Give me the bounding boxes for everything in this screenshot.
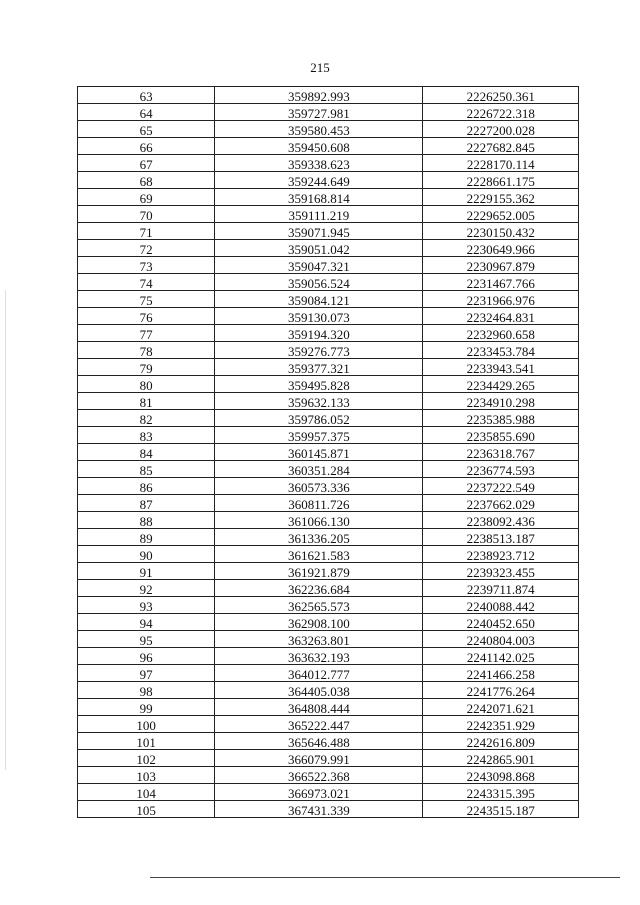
y-coordinate-cell: 2230967.879 bbox=[423, 257, 579, 274]
point-number-cell: 103 bbox=[78, 767, 215, 784]
table-row bbox=[78, 342, 579, 359]
x-coordinate-cell: 359892.993 bbox=[215, 87, 423, 104]
table-row bbox=[78, 665, 579, 682]
x-coordinate-cell: 359071.945 bbox=[215, 223, 423, 240]
x-coordinate-cell: 359047.321 bbox=[215, 257, 423, 274]
y-coordinate-cell: 2234429.265 bbox=[423, 376, 579, 393]
point-number-cell: 91 bbox=[78, 563, 215, 580]
x-coordinate-cell: 361621.583 bbox=[215, 546, 423, 563]
y-coordinate-cell: 2242865.901 bbox=[423, 750, 579, 767]
table-row bbox=[78, 172, 579, 189]
point-number-cell: 104 bbox=[78, 784, 215, 801]
y-coordinate-cell: 2232960.658 bbox=[423, 325, 579, 342]
table-row bbox=[78, 138, 579, 155]
point-number-cell: 83 bbox=[78, 427, 215, 444]
table-row bbox=[78, 495, 579, 512]
y-coordinate-cell: 2243515.187 bbox=[423, 801, 579, 818]
table-row bbox=[78, 716, 579, 733]
table-row bbox=[78, 512, 579, 529]
x-coordinate-cell: 359130.073 bbox=[215, 308, 423, 325]
x-coordinate-cell: 359338.623 bbox=[215, 155, 423, 172]
x-coordinate-cell: 359168.814 bbox=[215, 189, 423, 206]
coordinates-table bbox=[77, 86, 579, 818]
table-row bbox=[78, 750, 579, 767]
x-coordinate-cell: 360811.726 bbox=[215, 495, 423, 512]
point-number-cell: 86 bbox=[78, 478, 215, 495]
point-number-cell: 87 bbox=[78, 495, 215, 512]
x-coordinate-cell: 360145.871 bbox=[215, 444, 423, 461]
y-coordinate-cell: 2233943.541 bbox=[423, 359, 579, 376]
y-coordinate-cell: 2241776.264 bbox=[423, 682, 579, 699]
y-coordinate-cell: 2238513.187 bbox=[423, 529, 579, 546]
x-coordinate-cell: 359111.219 bbox=[215, 206, 423, 223]
point-number-cell: 78 bbox=[78, 342, 215, 359]
table-row bbox=[78, 563, 579, 580]
x-coordinate-cell: 362908.100 bbox=[215, 614, 423, 631]
x-coordinate-cell: 359580.453 bbox=[215, 121, 423, 138]
table-row bbox=[78, 274, 579, 291]
y-coordinate-cell: 2231966.976 bbox=[423, 291, 579, 308]
point-number-cell: 85 bbox=[78, 461, 215, 478]
y-coordinate-cell: 2227200.028 bbox=[423, 121, 579, 138]
point-number-cell: 64 bbox=[78, 104, 215, 121]
x-coordinate-cell: 366973.021 bbox=[215, 784, 423, 801]
x-coordinate-cell: 363263.801 bbox=[215, 631, 423, 648]
y-coordinate-cell: 2236774.593 bbox=[423, 461, 579, 478]
point-number-cell: 88 bbox=[78, 512, 215, 529]
table-row bbox=[78, 478, 579, 495]
y-coordinate-cell: 2243098.868 bbox=[423, 767, 579, 784]
x-coordinate-cell: 361921.879 bbox=[215, 563, 423, 580]
table-row bbox=[78, 461, 579, 478]
point-number-cell: 81 bbox=[78, 393, 215, 410]
table-row bbox=[78, 699, 579, 716]
point-number-cell: 66 bbox=[78, 138, 215, 155]
y-coordinate-cell: 2226722.318 bbox=[423, 104, 579, 121]
table-row bbox=[78, 444, 579, 461]
y-coordinate-cell: 2226250.361 bbox=[423, 87, 579, 104]
point-number-cell: 95 bbox=[78, 631, 215, 648]
table-row bbox=[78, 682, 579, 699]
table-row bbox=[78, 733, 579, 750]
x-coordinate-cell: 364405.038 bbox=[215, 682, 423, 699]
x-coordinate-cell: 365646.488 bbox=[215, 733, 423, 750]
x-coordinate-cell: 362236.684 bbox=[215, 580, 423, 597]
point-number-cell: 70 bbox=[78, 206, 215, 223]
point-number-cell: 100 bbox=[78, 716, 215, 733]
point-number-cell: 67 bbox=[78, 155, 215, 172]
y-coordinate-cell: 2235855.690 bbox=[423, 427, 579, 444]
table-row bbox=[78, 410, 579, 427]
y-coordinate-cell: 2231467.766 bbox=[423, 274, 579, 291]
y-coordinate-cell: 2229652.005 bbox=[423, 206, 579, 223]
y-coordinate-cell: 2236318.767 bbox=[423, 444, 579, 461]
y-coordinate-cell: 2239323.455 bbox=[423, 563, 579, 580]
table-row bbox=[78, 801, 579, 818]
table-row bbox=[78, 614, 579, 631]
point-number-cell: 97 bbox=[78, 665, 215, 682]
point-number-cell: 82 bbox=[78, 410, 215, 427]
table-row bbox=[78, 87, 579, 104]
point-number-cell: 94 bbox=[78, 614, 215, 631]
page-number: 215 bbox=[310, 60, 330, 75]
y-coordinate-cell: 2238923.712 bbox=[423, 546, 579, 563]
x-coordinate-cell: 360573.336 bbox=[215, 478, 423, 495]
table-row bbox=[78, 427, 579, 444]
x-coordinate-cell: 363632.193 bbox=[215, 648, 423, 665]
x-coordinate-cell: 359495.828 bbox=[215, 376, 423, 393]
point-number-cell: 68 bbox=[78, 172, 215, 189]
y-coordinate-cell: 2230150.432 bbox=[423, 223, 579, 240]
point-number-cell: 90 bbox=[78, 546, 215, 563]
y-coordinate-cell: 2229155.362 bbox=[423, 189, 579, 206]
x-coordinate-cell: 364808.444 bbox=[215, 699, 423, 716]
y-coordinate-cell: 2242071.621 bbox=[423, 699, 579, 716]
y-coordinate-cell: 2240088.442 bbox=[423, 597, 579, 614]
y-coordinate-cell: 2237222.549 bbox=[423, 478, 579, 495]
x-coordinate-cell: 362565.573 bbox=[215, 597, 423, 614]
scan-left-edge bbox=[5, 290, 6, 770]
table-row bbox=[78, 121, 579, 138]
x-coordinate-cell: 359377.321 bbox=[215, 359, 423, 376]
point-number-cell: 73 bbox=[78, 257, 215, 274]
x-coordinate-cell: 360351.284 bbox=[215, 461, 423, 478]
point-number-cell: 105 bbox=[78, 801, 215, 818]
table-row bbox=[78, 291, 579, 308]
y-coordinate-cell: 2243315.395 bbox=[423, 784, 579, 801]
point-number-cell: 74 bbox=[78, 274, 215, 291]
point-number-cell: 98 bbox=[78, 682, 215, 699]
x-coordinate-cell: 359051.042 bbox=[215, 240, 423, 257]
y-coordinate-cell: 2228170.114 bbox=[423, 155, 579, 172]
table-row bbox=[78, 257, 579, 274]
table-row bbox=[78, 597, 579, 614]
x-coordinate-cell: 366522.368 bbox=[215, 767, 423, 784]
y-coordinate-cell: 2233453.784 bbox=[423, 342, 579, 359]
table-row bbox=[78, 359, 579, 376]
y-coordinate-cell: 2242351.929 bbox=[423, 716, 579, 733]
x-coordinate-cell: 367431.339 bbox=[215, 801, 423, 818]
table-row bbox=[78, 206, 579, 223]
point-number-cell: 96 bbox=[78, 648, 215, 665]
point-number-cell: 76 bbox=[78, 308, 215, 325]
x-coordinate-cell: 364012.777 bbox=[215, 665, 423, 682]
point-number-cell: 92 bbox=[78, 580, 215, 597]
table-row bbox=[78, 546, 579, 563]
table-row bbox=[78, 767, 579, 784]
y-coordinate-cell: 2232464.831 bbox=[423, 308, 579, 325]
x-coordinate-cell: 359194.320 bbox=[215, 325, 423, 342]
point-number-cell: 101 bbox=[78, 733, 215, 750]
table-row bbox=[78, 308, 579, 325]
point-number-cell: 99 bbox=[78, 699, 215, 716]
point-number-cell: 84 bbox=[78, 444, 215, 461]
x-coordinate-cell: 359632.133 bbox=[215, 393, 423, 410]
x-coordinate-cell: 359450.608 bbox=[215, 138, 423, 155]
x-coordinate-cell: 359276.773 bbox=[215, 342, 423, 359]
x-coordinate-cell: 366079.991 bbox=[215, 750, 423, 767]
x-coordinate-cell: 359084.121 bbox=[215, 291, 423, 308]
y-coordinate-cell: 2228661.175 bbox=[423, 172, 579, 189]
table-row bbox=[78, 393, 579, 410]
table-row bbox=[78, 325, 579, 342]
point-number-cell: 77 bbox=[78, 325, 215, 342]
x-coordinate-cell: 365222.447 bbox=[215, 716, 423, 733]
y-coordinate-cell: 2235385.988 bbox=[423, 410, 579, 427]
table-row bbox=[78, 155, 579, 172]
table-row bbox=[78, 784, 579, 801]
point-number-cell: 89 bbox=[78, 529, 215, 546]
scan-bottom-edge bbox=[150, 877, 620, 878]
x-coordinate-cell: 359056.524 bbox=[215, 274, 423, 291]
x-coordinate-cell: 361066.130 bbox=[215, 512, 423, 529]
table-row bbox=[78, 648, 579, 665]
point-number-cell: 63 bbox=[78, 87, 215, 104]
table-row bbox=[78, 529, 579, 546]
y-coordinate-cell: 2241142.025 bbox=[423, 648, 579, 665]
point-number-cell: 93 bbox=[78, 597, 215, 614]
point-number-cell: 65 bbox=[78, 121, 215, 138]
table-row bbox=[78, 189, 579, 206]
point-number-cell: 72 bbox=[78, 240, 215, 257]
point-number-cell: 79 bbox=[78, 359, 215, 376]
y-coordinate-cell: 2238092.436 bbox=[423, 512, 579, 529]
y-coordinate-cell: 2242616.809 bbox=[423, 733, 579, 750]
x-coordinate-cell: 359727.981 bbox=[215, 104, 423, 121]
point-number-cell: 69 bbox=[78, 189, 215, 206]
table-row bbox=[78, 240, 579, 257]
point-number-cell: 75 bbox=[78, 291, 215, 308]
coordinates-table-body bbox=[78, 87, 579, 818]
table-row bbox=[78, 376, 579, 393]
table-row bbox=[78, 104, 579, 121]
y-coordinate-cell: 2237662.029 bbox=[423, 495, 579, 512]
point-number-cell: 71 bbox=[78, 223, 215, 240]
y-coordinate-cell: 2241466.258 bbox=[423, 665, 579, 682]
point-number-cell: 80 bbox=[78, 376, 215, 393]
y-coordinate-cell: 2240804.003 bbox=[423, 631, 579, 648]
y-coordinate-cell: 2230649.966 bbox=[423, 240, 579, 257]
x-coordinate-cell: 361336.205 bbox=[215, 529, 423, 546]
table-row bbox=[78, 580, 579, 597]
table-row bbox=[78, 223, 579, 240]
point-number-cell: 102 bbox=[78, 750, 215, 767]
table-row bbox=[78, 631, 579, 648]
x-coordinate-cell: 359957.375 bbox=[215, 427, 423, 444]
y-coordinate-cell: 2240452.650 bbox=[423, 614, 579, 631]
x-coordinate-cell: 359786.052 bbox=[215, 410, 423, 427]
x-coordinate-cell: 359244.649 bbox=[215, 172, 423, 189]
y-coordinate-cell: 2227682.845 bbox=[423, 138, 579, 155]
y-coordinate-cell: 2234910.298 bbox=[423, 393, 579, 410]
y-coordinate-cell: 2239711.874 bbox=[423, 580, 579, 597]
